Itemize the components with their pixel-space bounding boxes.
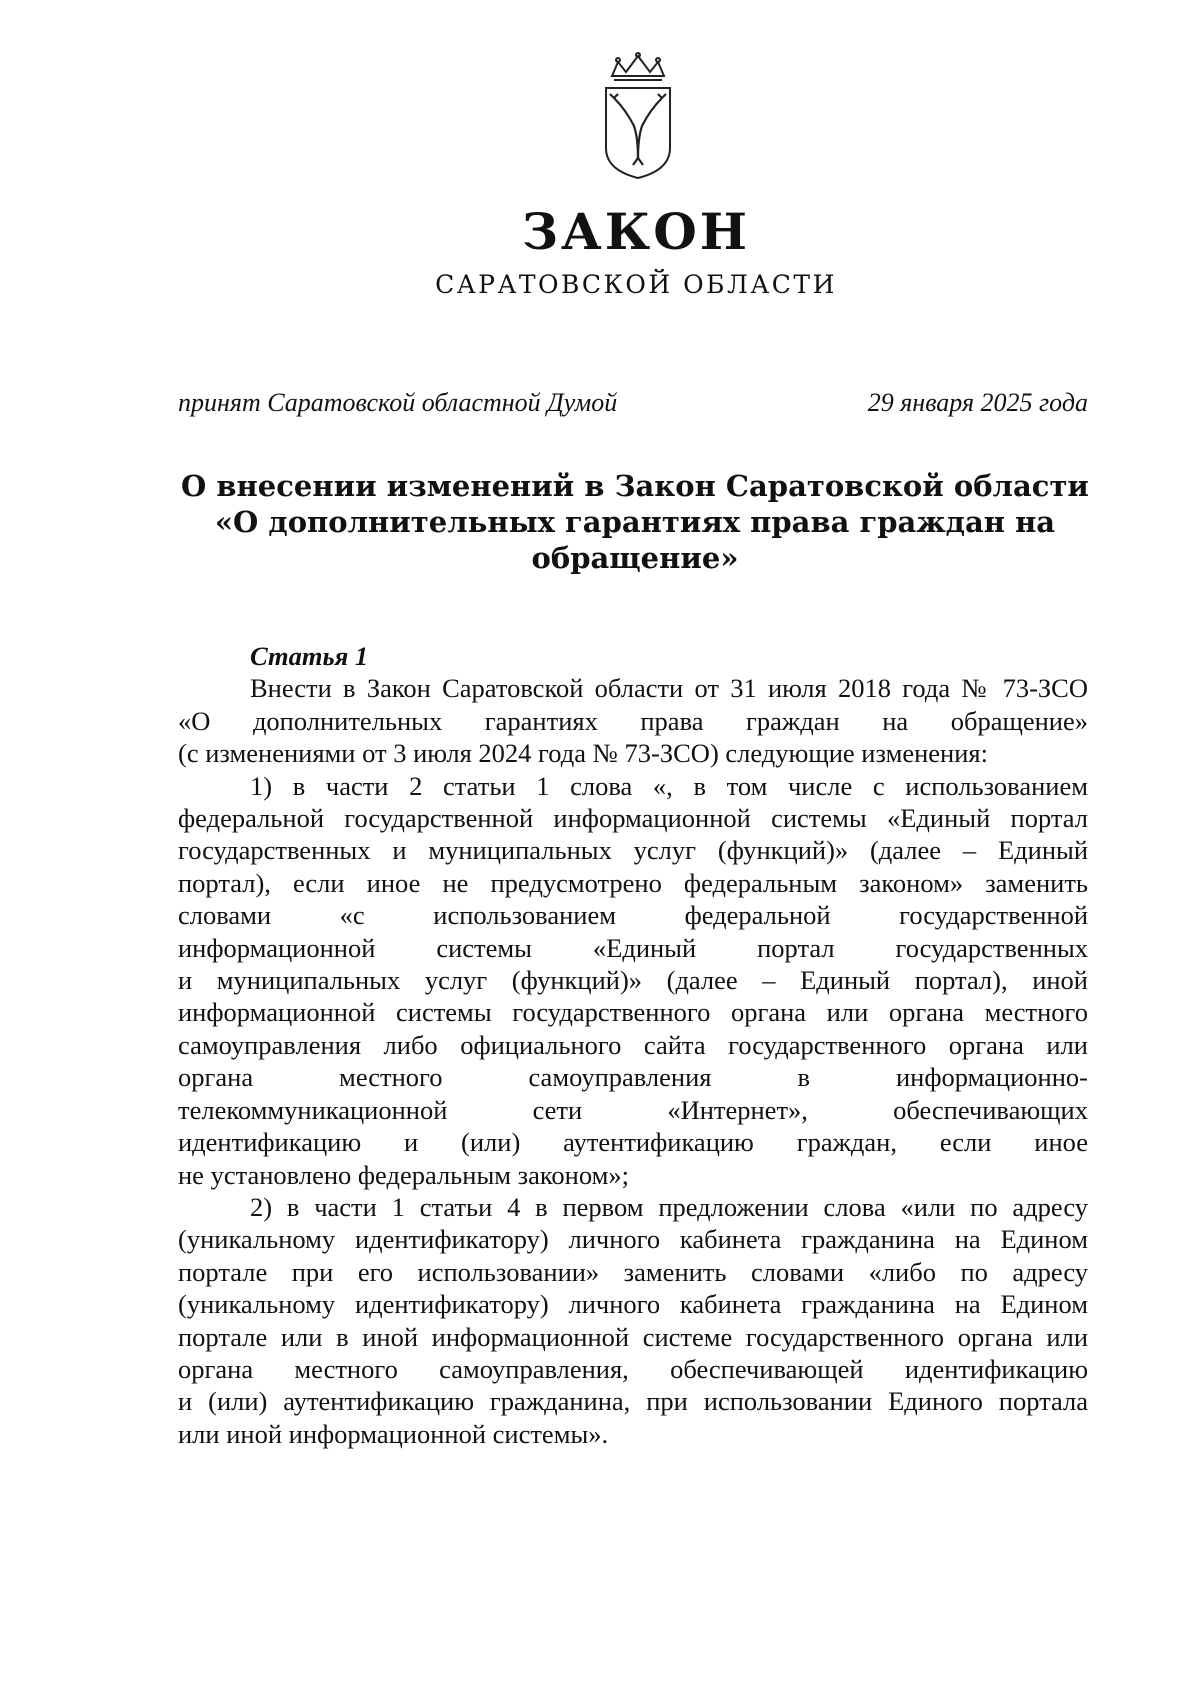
text-line: словами «с использованием федеральной государственной	[178, 900, 1088, 931]
law-title-line: О внесении изменений в Закон Саратовской области	[181, 469, 1089, 503]
law-body	[178, 640, 1088, 1450]
coat-of-arms-icon	[598, 52, 678, 180]
text-line: или иной информационной системы».	[178, 1418, 609, 1449]
law-title-line: обращение»	[531, 541, 739, 575]
document-subtitle: САРАТОВСКОЙ ОБЛАСТИ	[435, 270, 837, 299]
text-line: Внести в Закон Саратовской области от 31 июля 2018 года № 73-ЗСО	[250, 673, 1088, 704]
text-line: информационной системы государственного органа или органа местного	[178, 997, 1088, 1028]
text-line: (уникальному идентификатору) личного кабинета гражданина на Едином	[178, 1224, 1088, 1255]
law-title-line: «О дополнительных гарантиях права граждан на	[214, 505, 1056, 539]
text-line: государственных и муниципальных услуг (функций)» (далее – Единый	[178, 835, 1088, 866]
document-title: ЗАКОН	[521, 202, 751, 261]
adopted-by: принят Саратовской областной Думой	[178, 388, 618, 417]
text-line: 1) в части 2 статьи 1 слова «, в том числе с использованием	[250, 770, 1088, 801]
article-label: Статья 1	[250, 641, 369, 671]
article-intro	[178, 672, 1088, 769]
text-line: идентификацию и (или) аутентификацию граждан, если иное	[178, 1127, 1088, 1158]
text-line: не установлено федеральным законом»;	[178, 1159, 629, 1190]
amendment-item-2	[178, 1191, 1088, 1450]
text-line: портал), если иное не предусмотрено федеральным законом» заменить	[178, 867, 1088, 898]
text-line: 2) в части 1 статьи 4 в первом предложении слова «или по адресу	[250, 1191, 1088, 1222]
adoption-date: 29 января 2025 года	[867, 388, 1088, 417]
text-line: органа местного самоуправления, обеспечивающей идентификацию	[178, 1353, 1088, 1384]
text-line: (с изменениями от 3 июля 2024 года № 73-ЗСО) следующие изменения:	[178, 738, 988, 769]
text-line: федеральной государственной информационной системы «Единый портал	[178, 803, 1088, 834]
text-line: информационной системы «Единый портал государственных	[178, 932, 1088, 963]
text-line: и муниципальных услуг (функций)» (далее – Единый портал), иной	[178, 965, 1088, 996]
text-line: портале или в иной информационной системе государственного органа или	[178, 1321, 1088, 1352]
text-line: портале при его использовании» заменить словами «либо по адресу	[178, 1256, 1088, 1287]
text-line: (уникальному идентификатору) личного кабинета гражданина на Едином	[178, 1289, 1088, 1320]
text-line: «О дополнительных гарантиях права граждан на обращение»	[178, 705, 1088, 736]
text-line: самоуправления либо официального сайта государственного органа или	[178, 1029, 1088, 1060]
law-title	[160, 468, 1110, 576]
amendment-item-1	[178, 770, 1088, 1191]
text-line: органа местного самоуправления в информационно-	[178, 1062, 1088, 1093]
adoption-line	[178, 388, 1088, 418]
text-line: и (или) аутентификацию гражданина, при использовании Единого портала	[178, 1386, 1088, 1417]
text-line: телекоммуникационной сети «Интернет», обеспечивающих	[178, 1094, 1088, 1125]
